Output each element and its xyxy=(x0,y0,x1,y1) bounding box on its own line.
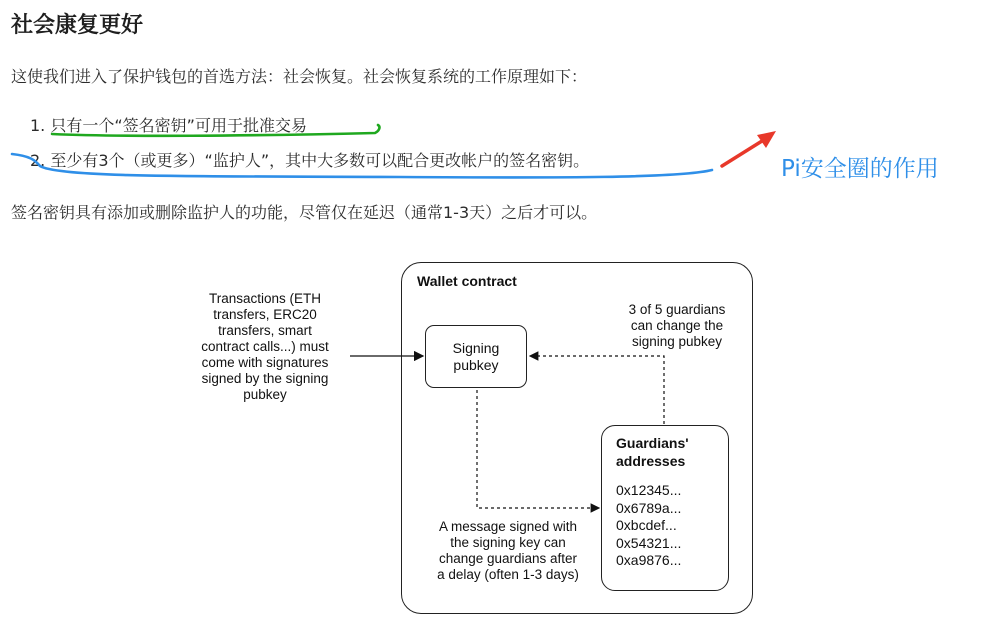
wallet-contract-title: Wallet contract xyxy=(417,273,517,289)
note-line: can change the xyxy=(630,318,724,333)
message-delay-arrow xyxy=(477,390,599,508)
guardians-title-line: addresses xyxy=(616,453,686,469)
guardian-address: 0x12345... xyxy=(616,482,682,498)
list-number: 2. xyxy=(30,151,46,170)
note-line: a delay (often 1-3 days) xyxy=(437,567,579,582)
list-text: 至少有3个（或更多）“监护人”，其中大多数可以配合更改帐户的签名密钥。 xyxy=(50,151,590,170)
note-line: 3 of 5 guardians xyxy=(628,302,726,317)
note-line: transfers, ERC20 xyxy=(213,307,317,322)
signing-box-line: pubkey xyxy=(453,356,499,373)
note-line: change guardians after xyxy=(438,551,578,566)
note-line: the signing key can xyxy=(450,535,566,550)
guardians-title-line: Guardians' xyxy=(616,435,689,451)
note-paragraph: 签名密钥具有添加或删除监护人的功能，尽管仅在延迟（通常1-3天）之后才可以。 xyxy=(11,203,598,222)
note-line: signing pubkey xyxy=(631,334,723,349)
signing-box-line: Signing xyxy=(452,339,500,356)
list-text: 只有一个“签名密钥”可用于批准交易 xyxy=(50,116,307,135)
note-line: A message signed with xyxy=(438,519,578,534)
page-title: 社会康复更好 xyxy=(11,13,144,38)
intro-paragraph: 这使我们进入了保护钱包的首选方法：社会恢复。社会恢复系统的工作原理如下： xyxy=(11,67,588,86)
guardian-change-arrow xyxy=(530,356,664,424)
note-line: pubkey xyxy=(243,387,287,402)
list-number: 1. xyxy=(30,116,46,135)
guardian-address: 0xbcdef... xyxy=(616,517,677,533)
note-line: signed by the signing xyxy=(201,371,329,386)
guardian-address: 0x54321... xyxy=(616,534,682,551)
note-line: contract calls...) must xyxy=(201,339,329,354)
note-line: transfers, smart xyxy=(218,323,312,338)
note-line: come with signatures xyxy=(201,355,329,370)
guardian-address: 0x6789a... xyxy=(616,499,682,516)
annotation-label: Pi安全圈的作用 xyxy=(781,156,939,182)
guardian-address: 0xa9876... xyxy=(616,552,682,568)
note-line: Transactions (ETH xyxy=(208,291,322,306)
